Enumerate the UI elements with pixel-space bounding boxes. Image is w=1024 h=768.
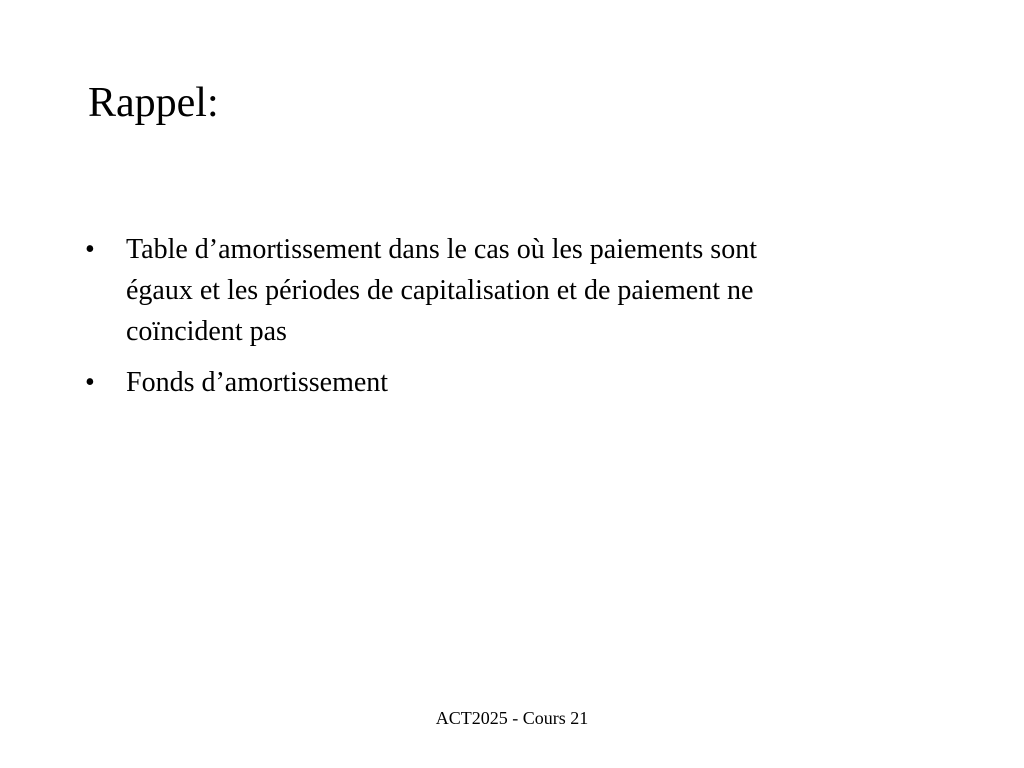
bullet-text-line: Fonds d’amortissement [126, 367, 389, 398]
bullet-icon: • [85, 234, 95, 265]
slide-footer: ACT2025 - Cours 21 [435, 708, 589, 728]
bullet-list [85, 229, 915, 413]
bullet-text-line: égaux et les périodes de capitalisation et de paiement ne [126, 275, 754, 306]
bullet-item [85, 362, 915, 403]
bullet-item [85, 229, 915, 352]
bullet-text-line: Table d’amortissement dans le cas où les paiements sont [126, 234, 757, 265]
bullet-icon: • [85, 367, 95, 398]
bullet-text-line: coïncident pas [126, 316, 287, 347]
slide-title: Rappel: [88, 80, 219, 126]
